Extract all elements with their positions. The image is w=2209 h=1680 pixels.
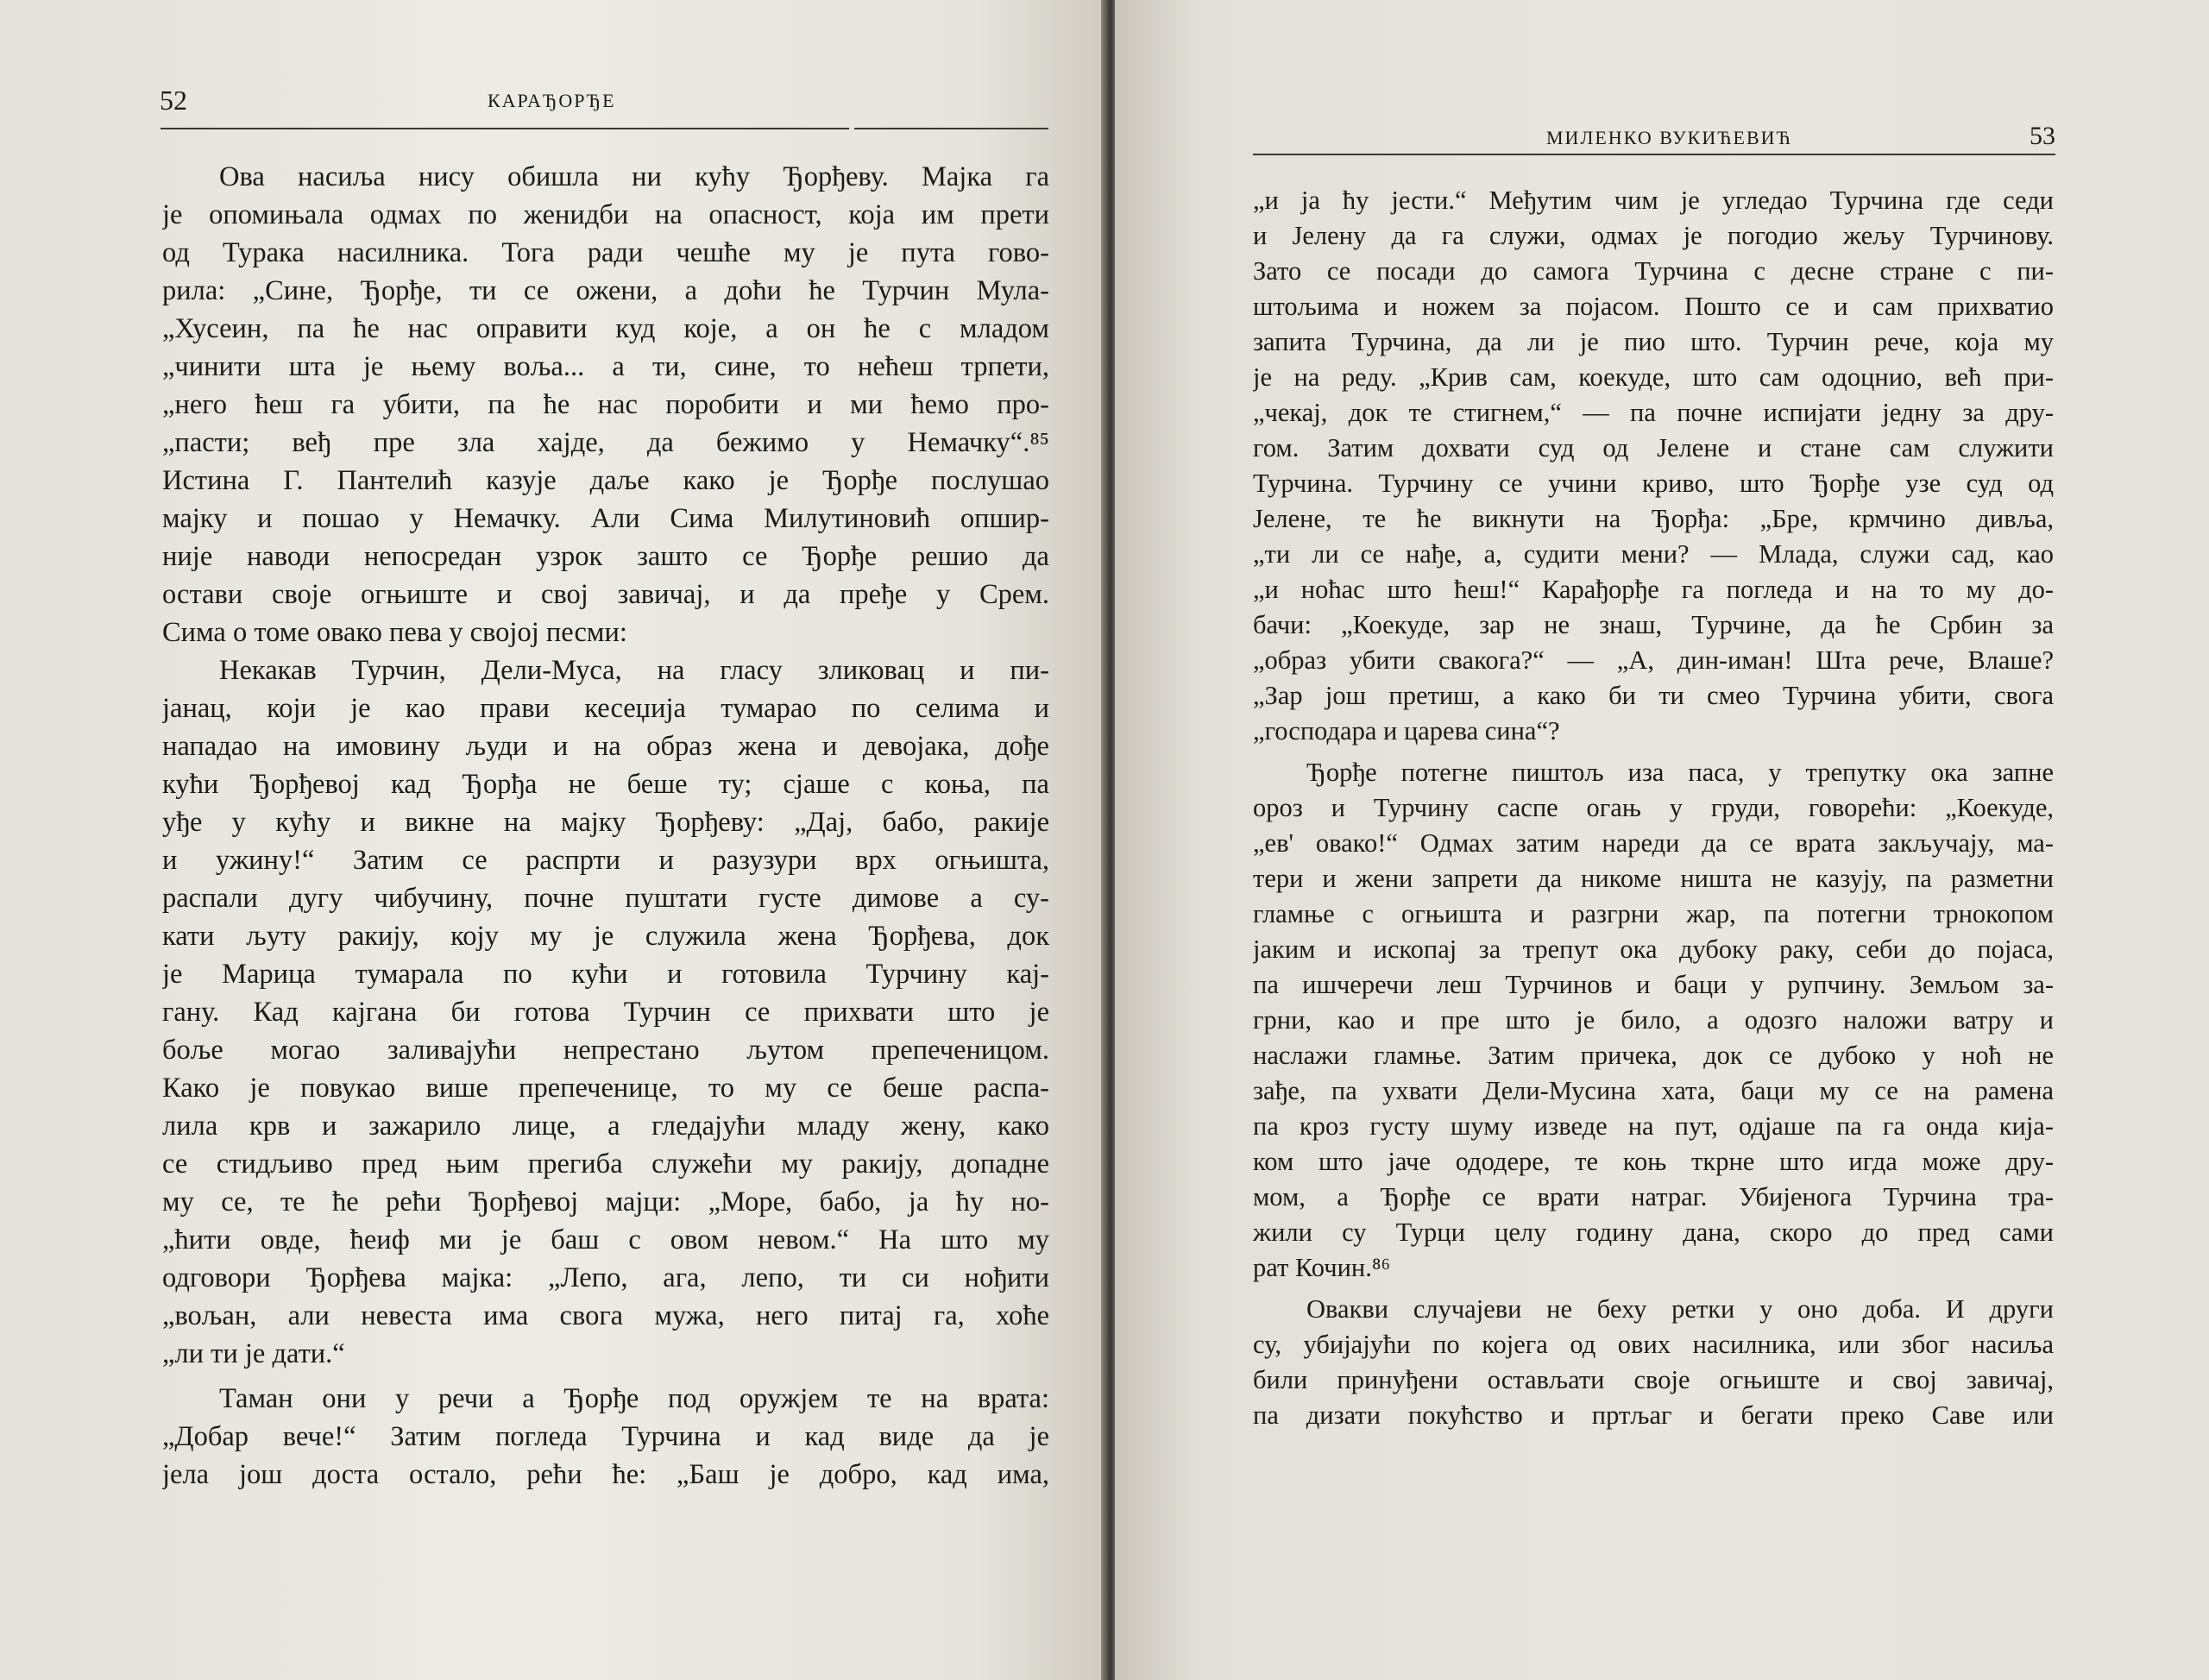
text-line: Таман они у речи а Ђорђе под оружјем те на врата: — [219, 1383, 1049, 1414]
text-line: запита Турчина, да ли је пио што. Турчин рече, која му — [1253, 327, 2054, 356]
text-line: „ти ли се нађе, а, судити мени? — Млада, служи сад, као — [1253, 539, 2054, 569]
text-line: јела још доста остало, рећи ће: „Баш је добро, кад има, — [162, 1459, 1049, 1490]
text-line: гламње с огњишта и разгрни жар, па потегни трнокопом — [1253, 899, 2054, 928]
text-line: били принуђени остављати своје огњиште и свој завичај, — [1253, 1365, 2054, 1394]
text-line: Ђорђе потегне пиштољ иза паса, у трепутку ока запне — [1306, 758, 2054, 787]
text-line: Овакви случајеви не беху ретки у оно доба. И други — [1306, 1294, 2054, 1324]
page-number: 52 — [160, 85, 187, 116]
page-number: 53 — [2030, 122, 2055, 150]
text-line: боље могао заливајући непрестано љутом препеченицом. — [162, 1035, 1049, 1066]
text-line: јанац, који је као прави кесеџија тумарао по селима и — [162, 693, 1049, 724]
text-line: наслажи гламње. Затим причека, док се дубоко у ноћ не — [1253, 1041, 2054, 1070]
running-head: МИЛЕНКО ВУКИЋЕВИЋ — [1546, 127, 1792, 148]
text-line: ороз и Турчину саспе огањ у груди, говорећи: „Коекуде, — [1253, 793, 2054, 822]
header-rule — [1253, 154, 2055, 155]
text-line: „Добар вече!“ Затим погледа Турчина и кад виде да је — [162, 1421, 1049, 1452]
text-line: гану. Кад кајгана би готова Турчин се прихвати што је — [162, 997, 1049, 1028]
text-line: лила крв и зажарило лице, а гледајући младу жену, како — [162, 1111, 1049, 1142]
body-text — [162, 158, 1049, 1494]
text-line: „чинити шта је њему воља... а ти, сине, то нећеш трпети, — [162, 351, 1049, 382]
text-line: Зато се посади до самога Турчина с десне стране с пи- — [1253, 256, 2054, 286]
header-rule — [160, 128, 849, 129]
text-line: па кроз густу шуму изведе на пут, одјаше па га онда кија- — [1253, 1111, 2054, 1141]
right-page — [1115, 0, 2209, 1680]
text-line: мајку и пошао у Немачку. Али Сима Милутиновић опшир- — [162, 503, 1049, 534]
text-line: остави своје огњиште и свој завичај, и да пређе у Срем. — [162, 579, 1049, 610]
text-line: нападао на имовину људи и на образ жена и девојака, дође — [162, 731, 1049, 762]
text-line: уђе у кућу и викне на мајку Ђорђеву: „Дај, бабо, ракије — [162, 807, 1049, 838]
text-line: Јелене, те ће викнути на Ђорђа: „Бре, крмчино дивља, — [1253, 504, 2054, 533]
text-line: тери и жени запрети да никоме ништа не казују, па разметни — [1253, 864, 2054, 893]
text-line: рат Кочин.⁸⁶ — [1253, 1253, 1391, 1282]
text-line: „ли ти је дати.“ — [162, 1338, 345, 1369]
text-line: ком што јаче ододере, те коњ ткрне што игда може дру- — [1253, 1147, 2054, 1176]
text-line: кати љуту ракију, коју му је служила жена Ђорђева, док — [162, 921, 1049, 952]
text-line: „и ноћас што ћеш!“ Карађорђе га погледа и на то му до- — [1253, 575, 2054, 604]
text-line: „образ убити свакога?“ — „А, дин-иман! Шта рече, Влаше? — [1253, 645, 2054, 675]
text-line: „вољан, али невеста има свога мужа, него питај га, хоће — [162, 1300, 1049, 1331]
text-line: му се, те ће рећи Ђорђевој мајци: „Море, бабо, ја ћу но- — [162, 1186, 1049, 1218]
text-line: „господара и царева сина“? — [1253, 716, 1560, 746]
text-line: кући Ђорђевој кад Ђорђа не беше ту; сјаше с коња, па — [162, 769, 1049, 800]
text-line: није наводи непосредан узрок зашто се Ђорђе решио да — [162, 541, 1049, 572]
text-line: „Хусеин, па ће нас оправити куд које, а он ће с младом — [162, 313, 1049, 344]
text-line: и ужину!“ Затим се распрти и разузури врх огњишта, — [162, 845, 1049, 876]
text-line: „Зар још претиш, а како би ти смео Турчина убити, свога — [1253, 681, 2054, 710]
body-text — [1253, 183, 2054, 1433]
text-line: распали дугу чибучину, почне пуштати густе димове а су- — [162, 883, 1049, 914]
text-line: је Марица тумарала по кући и готовила Турчину кај- — [162, 959, 1049, 990]
text-line: Некакав Турчин, Дели-Муса, на гласу зликовац и пи- — [219, 655, 1049, 686]
text-line: „и ја ћу јести.“ Међутим чим је угледао Турчина где седи — [1253, 186, 2054, 215]
text-line: рила: „Сине, Ђорђе, ти се ожени, а доћи ће Турчин Мула- — [162, 275, 1049, 306]
text-line: гом. Затим дохвати суд од Јелене и стане сам служити — [1253, 433, 2054, 462]
text-line: Ова насиља нису обишла ни кућу Ђорђеву. Мајка га — [219, 161, 1049, 192]
text-line: јаким и ископај за трепут ока дубоку раку, себи до појаса, — [1253, 934, 2054, 964]
text-line: је опомињала одмах по женидби на опасност, која им прети — [162, 199, 1049, 230]
text-line: је на реду. „Крив сам, коекуде, што сам одоцнио, већ при- — [1253, 362, 2054, 392]
text-line: грни, као и пре што је било, а одозго наложи ватру и — [1253, 1005, 2054, 1035]
text-line: Турчина. Турчину се учини криво, што Ђорђе узе суд од — [1253, 469, 2054, 498]
text-line: „пасти; веђ пре зла хајде, да бежимо у Немачку“.⁸⁵ — [162, 427, 1049, 458]
text-line: штољима и ножем за појасом. Пошто се и сам прихватио — [1253, 292, 2054, 321]
text-line: па дизати покућство и пртљаг и бегати преко Саве или — [1253, 1400, 2054, 1430]
text-line: одговори Ђорђева мајка: „Лепо, ага, лепо, ти си нођити — [162, 1262, 1049, 1293]
text-line: зађе, па ухвати Дели-Мусина хата, баци му се на рамена — [1253, 1076, 2054, 1105]
text-line: и Јелену да га служи, одмах је погодио жељу Турчинову. — [1253, 221, 2054, 250]
text-line: „чекај, док те стигнем,“ — па почне испијати једну за дру- — [1253, 398, 2054, 427]
text-line: жили су Турци целу годину дана, скоро до пред сами — [1253, 1218, 2054, 1247]
text-line: од Турака насилника. Тога ради чешће му је пута гово- — [162, 237, 1049, 268]
text-line: па ишчеречи леш Турчинов и баци у рупчину. Земљом за- — [1253, 970, 2054, 999]
text-line: Сима о томе овако пева у својој песми: — [162, 617, 627, 648]
text-line: „ев' овако!“ Одмах затим нареди да се врата закључају, ма- — [1253, 828, 2054, 858]
header-rule — [854, 128, 1048, 129]
text-line: „него ћеш га убити, па ће нас поробити и ми ћемо про- — [162, 389, 1049, 420]
text-line: се стидљиво пред њим прегиба служећи му ракију, допадне — [162, 1148, 1049, 1180]
text-line: мом, а Ђорђе се врати натраг. Убијенога Турчина тра- — [1253, 1182, 2054, 1211]
text-line: су, убијајући по којега од ових насилника, или због насиља — [1253, 1330, 2054, 1359]
text-line: „ћити овде, ћеиф ми је баш с овом невом.“ На што му — [162, 1224, 1049, 1255]
text-line: Истина Г. Пантелић казује даље како је Ђорђе послушао — [162, 465, 1049, 496]
text-line: бачи: „Коекуде, зар не знаш, Турчине, да ће Србин за — [1253, 610, 2054, 639]
text-line: Како је повукао више препеченице, то му се беше распа- — [162, 1073, 1049, 1104]
running-head: КАРАЂОРЂЕ — [488, 90, 616, 111]
